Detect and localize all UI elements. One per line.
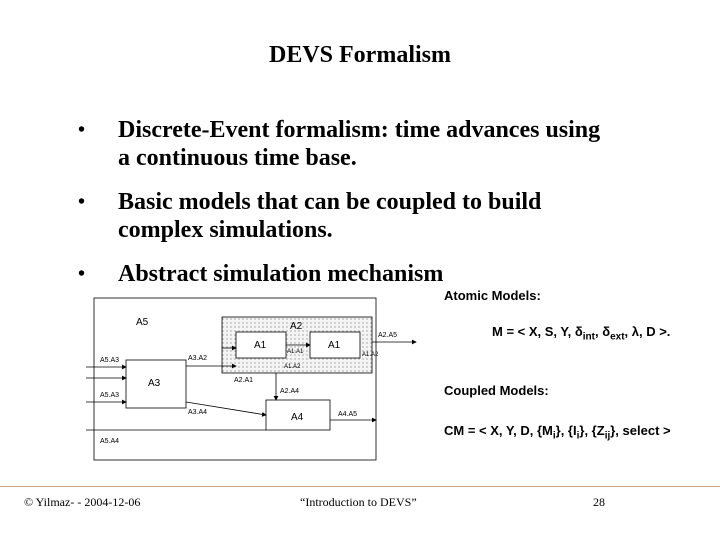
port-label-a1a1-bottom: A1.A2 <box>362 352 379 358</box>
bullet-line: complex simulations. <box>118 217 333 243</box>
port-label-a5a4: A5.A4 <box>100 438 120 445</box>
port-label-a4a5: A4.A5 <box>338 411 358 418</box>
footer-course-title: “Introduction to DEVS” <box>300 495 417 509</box>
bullet-line: a continuous time base. <box>118 145 357 171</box>
bullet-item <box>78 188 698 244</box>
a4-label: A4 <box>291 412 304 423</box>
bullet-line: Discrete-Event formalism: time advances using <box>118 117 601 143</box>
devs-coupling-diagram <box>86 290 398 460</box>
page-number: 28 <box>593 495 605 509</box>
coupled-models-heading: Coupled Models: <box>444 383 549 398</box>
port-label-a2a4: A2.A4 <box>280 388 300 395</box>
bullet-item <box>78 260 698 288</box>
bullet-symbol: • <box>78 263 86 285</box>
port-label-a1a1-top: A1.A1 <box>287 349 304 355</box>
a5-label: A5 <box>136 317 149 328</box>
atomic-models-heading: Atomic Models: <box>444 288 541 303</box>
port-label-a2a5: A2.A5 <box>378 332 398 339</box>
footer-divider <box>0 486 720 487</box>
port-label-a1a2: A1.A2 <box>284 364 301 370</box>
port-label-a5a3-top: A5.A3 <box>100 357 120 364</box>
bullet-symbol: • <box>78 191 86 213</box>
a3-label: A3 <box>148 378 161 389</box>
slide-title: DEVS Formalism <box>269 42 451 68</box>
a1-right-label: A1 <box>328 340 341 351</box>
footer-author-date: © Yilmaz- - 2004-12-06 <box>24 495 141 509</box>
bullet-line: Basic models that can be coupled to build <box>118 189 542 215</box>
a1-left-label: A1 <box>254 340 267 351</box>
port-label-a2a1: A2.A1 <box>234 377 254 384</box>
a2-label: A2 <box>290 321 303 332</box>
coupled-model-formula: CM = < X, Y, D, $\{M_i\}$, $\{I_i\}$, $\{Z_{ij}\}$, select > <box>444 423 671 442</box>
bullet-line: Abstract simulation mechanism <box>118 261 444 287</box>
port-label-a5a3-bottom: A5.A3 <box>100 392 120 399</box>
atomic-model-formula: M = < X, S, Y, $\delta_{int}$, $\delta_{ext}$, λ, D >. <box>492 324 671 343</box>
bullet-symbol: • <box>78 119 86 141</box>
port-label-a3a4: A3.A4 <box>188 409 208 416</box>
port-label-a3a2: A3.A2 <box>188 355 208 362</box>
bullet-item <box>78 116 698 172</box>
